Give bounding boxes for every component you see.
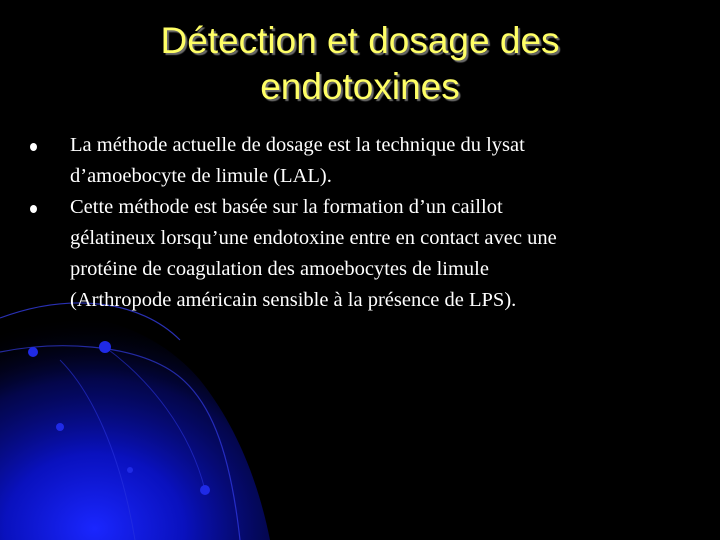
bullet-dot-icon (30, 143, 37, 151)
decor-dot (56, 423, 64, 431)
bullet-item (30, 130, 670, 192)
decor-dot (28, 347, 38, 357)
decor-dot (99, 341, 111, 353)
decor-dot (200, 485, 210, 495)
slide-title (60, 18, 660, 110)
bullet-line: d’amoebocyte de limule (LAL). (70, 165, 332, 187)
bullet-list (30, 130, 670, 316)
blue-swoosh (0, 314, 270, 540)
title-line: endotoxines (260, 66, 460, 107)
bullet-line: protéine de coagulation des amoebocytes de limule (70, 258, 489, 280)
title-line: Détection et dosage des (160, 20, 560, 61)
bullet-line: (Arthropode américain sensible à la présence de LPS). (70, 289, 517, 311)
bullet-dot-icon (30, 205, 37, 213)
decor-dot (127, 467, 133, 473)
bullet-line: Cette méthode est basée sur la formation d’un caillot (70, 196, 503, 218)
bullet-line: gélatineux lorsqu’une endotoxine entre en contact avec une (70, 227, 557, 249)
bullet-line: La méthode actuelle de dosage est la technique du lysat (70, 134, 525, 156)
bullet-item (30, 192, 670, 316)
